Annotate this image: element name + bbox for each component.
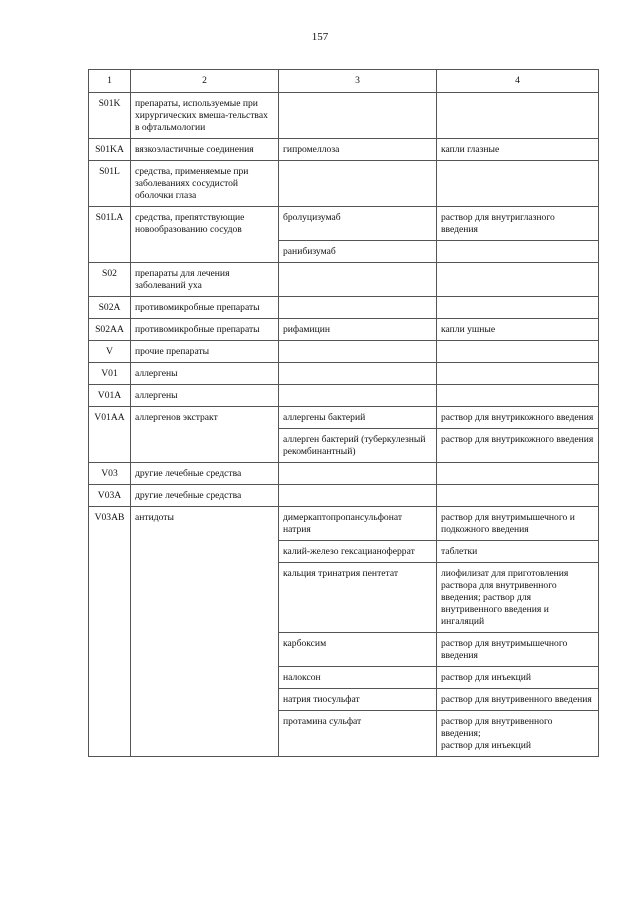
medicines-table <box>88 69 599 757</box>
column-header: 4 <box>437 70 599 93</box>
atc-code-cell: S02AA <box>89 319 131 341</box>
group-name-cell: вязкоэластичные соединения <box>131 139 279 161</box>
substance-name-cell: рифамицин <box>279 319 437 341</box>
dosage-form-cell: раствор для внутриглазного введения <box>437 207 599 241</box>
group-name-cell: препараты, используемые при хирургических вмеша-тельствах в офтальмологии <box>131 93 279 139</box>
substance-name-cell: гипромеллоза <box>279 139 437 161</box>
atc-code-cell: V03 <box>89 463 131 485</box>
dosage-form-cell <box>437 341 599 363</box>
atc-code-cell: S01K <box>89 93 131 139</box>
substance-name-cell <box>279 463 437 485</box>
dosage-form-cell: таблетки <box>437 541 599 563</box>
table-row <box>89 385 599 407</box>
table-row <box>89 207 599 241</box>
group-name-cell: антидоты <box>131 507 279 757</box>
column-header: 2 <box>131 70 279 93</box>
group-name-cell: аллергенов экстракт <box>131 407 279 463</box>
dosage-form-cell: раствор для инъекций <box>437 667 599 689</box>
substance-name-cell: налоксон <box>279 667 437 689</box>
atc-code-cell: S02A <box>89 297 131 319</box>
dosage-form-cell <box>437 463 599 485</box>
dosage-form-cell <box>437 485 599 507</box>
substance-name-cell <box>279 341 437 363</box>
substance-name-cell <box>279 363 437 385</box>
atc-code-cell: V01 <box>89 363 131 385</box>
substance-name-cell <box>279 93 437 139</box>
substance-name-cell: кальция тринатрия пентетат <box>279 563 437 633</box>
table-row <box>89 161 599 207</box>
page-number: 157 <box>311 31 329 43</box>
substance-name-cell <box>279 263 437 297</box>
column-header: 1 <box>89 70 131 93</box>
atc-code-cell: V <box>89 341 131 363</box>
dosage-form-cell <box>437 93 599 139</box>
substance-name-cell <box>279 385 437 407</box>
dosage-form-cell: раствор для внутривенного введения; раствор для инъекций <box>437 711 599 757</box>
atc-code-cell: S02 <box>89 263 131 297</box>
substance-name-cell: протамина сульфат <box>279 711 437 757</box>
substance-name-cell <box>279 485 437 507</box>
table-body <box>89 93 599 757</box>
substance-name-cell: карбоксим <box>279 633 437 667</box>
dosage-form-cell: раствор для внутримышечного введения <box>437 633 599 667</box>
group-name-cell: другие лечебные средства <box>131 463 279 485</box>
dosage-form-cell <box>437 297 599 319</box>
dosage-form-cell: капли ушные <box>437 319 599 341</box>
dosage-form-cell: раствор для внутрикожного введения <box>437 429 599 463</box>
substance-name-cell: аллергены бактерий <box>279 407 437 429</box>
dosage-form-cell <box>437 263 599 297</box>
group-name-cell: средства, применяемые при заболеваниях сосудистой оболочки глаза <box>131 161 279 207</box>
table-row <box>89 319 599 341</box>
atc-code-cell: V01A <box>89 385 131 407</box>
dosage-form-cell: раствор для внутривенного введения <box>437 689 599 711</box>
table-row <box>89 297 599 319</box>
dosage-form-cell <box>437 363 599 385</box>
atc-code-cell: S01KA <box>89 139 131 161</box>
atc-code-cell: V03A <box>89 485 131 507</box>
group-name-cell: противомикробные препараты <box>131 297 279 319</box>
group-name-cell: препараты для лечения заболеваний уха <box>131 263 279 297</box>
atc-code-cell: S01LA <box>89 207 131 263</box>
group-name-cell: прочие препараты <box>131 341 279 363</box>
substance-name-cell: натрия тиосульфат <box>279 689 437 711</box>
table-row <box>89 93 599 139</box>
table-row <box>89 463 599 485</box>
column-header: 3 <box>279 70 437 93</box>
atc-code-cell: V01AA <box>89 407 131 463</box>
group-name-cell: другие лечебные средства <box>131 485 279 507</box>
table-row <box>89 407 599 429</box>
group-name-cell: средства, препятствующие новообразованию сосудов <box>131 207 279 263</box>
group-name-cell: аллергены <box>131 363 279 385</box>
dosage-form-cell: капли глазные <box>437 139 599 161</box>
table-row <box>89 139 599 161</box>
substance-name-cell <box>279 161 437 207</box>
dosage-form-cell: раствор для внутрикожного введения <box>437 407 599 429</box>
table-header-row <box>89 70 599 93</box>
table-row <box>89 485 599 507</box>
table-row <box>89 341 599 363</box>
dosage-form-cell <box>437 241 599 263</box>
group-name-cell: противомикробные препараты <box>131 319 279 341</box>
substance-name-cell: бролуцизумаб <box>279 207 437 241</box>
group-name-cell: аллергены <box>131 385 279 407</box>
substance-name-cell: димеркаптопропансульфонат натрия <box>279 507 437 541</box>
dosage-form-cell <box>437 385 599 407</box>
dosage-form-cell <box>437 161 599 207</box>
atc-code-cell: S01L <box>89 161 131 207</box>
table-row <box>89 263 599 297</box>
substance-name-cell: ранибизумаб <box>279 241 437 263</box>
substance-name-cell <box>279 297 437 319</box>
substance-name-cell: калий-железо гексацианоферрат <box>279 541 437 563</box>
dosage-form-cell: лиофилизат для приготовления раствора для внутривенного введения; раствор для внутривенного введения и ингаляций <box>437 563 599 633</box>
atc-code-cell: V03AB <box>89 507 131 757</box>
dosage-form-cell: раствор для внутримышечного и подкожного введения <box>437 507 599 541</box>
substance-name-cell: аллерген бактерий (туберкулезный рекомбинантный) <box>279 429 437 463</box>
table-row <box>89 363 599 385</box>
table-row <box>89 507 599 541</box>
